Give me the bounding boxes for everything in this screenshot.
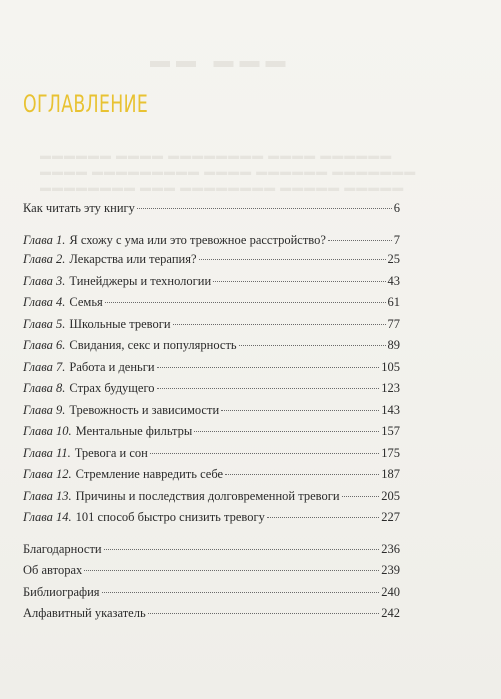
toc-entry-chapter-label: Глава 7. [23, 360, 66, 374]
toc-entry-title: Тревожность и зависимости [69, 403, 220, 417]
dot-leader [84, 570, 379, 571]
toc-entry-chapter-label: Глава 5. [23, 317, 66, 331]
toc-entry [23, 250, 400, 268]
toc-entry [23, 583, 400, 601]
toc-entry-title: Алфавитный указатель [23, 606, 146, 620]
toc-entry-chapter-label: Глава 6. [23, 338, 66, 352]
dot-leader [213, 281, 385, 282]
dot-leader [150, 453, 379, 454]
toc-entry-page: 89 [387, 338, 400, 352]
dot-leader [267, 517, 379, 518]
toc-entry-page: 236 [381, 542, 400, 556]
toc-entry-title: Лекарства или терапия? [69, 252, 197, 266]
toc-entry [23, 465, 400, 483]
toc-entry-title: Тревога и сон [74, 446, 148, 460]
dot-leader [199, 259, 386, 260]
toc-entry-page: 239 [381, 563, 400, 577]
toc-entry-page: 240 [381, 585, 400, 599]
toc-entry-title: Работа и деньги [69, 360, 155, 374]
toc-entry-title: Тинейджеры и технологии [69, 274, 212, 288]
show-through-decoration: ▬▬ ▬▬▬ [150, 50, 292, 72]
dot-leader [157, 388, 380, 389]
dot-leader [221, 410, 379, 411]
toc-entry [23, 604, 400, 622]
dot-leader [157, 367, 380, 368]
toc-entry [23, 315, 400, 333]
toc-heading: ОГЛАВЛЕНИЕ [23, 90, 149, 118]
show-through-decoration: ▬▬▬▬ ▬▬▬▬▬▬▬▬▬ ▬▬▬▬ ▬▬▬▬▬▬ ▬▬▬▬▬▬▬ [40, 166, 417, 178]
toc-entry-chapter-label: Глава 14. [23, 510, 72, 524]
toc-entry-chapter-label: Глава 9. [23, 403, 66, 417]
dot-leader [194, 431, 379, 432]
toc-entry-page: 187 [381, 467, 400, 481]
toc-entry [23, 508, 400, 526]
toc-entry-page: 43 [387, 274, 400, 288]
toc-entry-chapter-label: Глава 2. [23, 252, 66, 266]
toc-entry [23, 422, 400, 440]
toc-entry-title: Свидания, секс и популярность [69, 338, 237, 352]
toc-entry-page: 227 [381, 510, 400, 524]
toc-entry-chapter-label: Глава 1. [23, 233, 66, 247]
toc-entry-chapter-label: Глава 4. [23, 295, 66, 309]
toc-entry-page: 61 [387, 295, 400, 309]
toc-entry [23, 540, 400, 558]
dot-leader [342, 496, 380, 497]
toc-entry-page: 205 [381, 489, 400, 503]
toc-entry-title: Стремление навредить себе [75, 467, 224, 481]
toc-entry [23, 379, 400, 397]
toc-entry-page: 7 [393, 233, 400, 247]
toc-entry-page: 143 [381, 403, 400, 417]
toc-entry [23, 444, 400, 462]
dot-leader [239, 345, 386, 346]
toc-entry-title: Семья [69, 295, 103, 309]
toc-entry [23, 401, 400, 419]
dot-leader [148, 613, 380, 614]
toc-entry-chapter-label: Глава 8. [23, 381, 66, 395]
toc-entry-chapter-label: Глава 10. [23, 424, 72, 438]
toc-entry-title: Ментальные фильтры [75, 424, 193, 438]
toc-entry [23, 487, 400, 505]
toc-entry-title: Благодарности [23, 542, 102, 556]
toc-entry-title: Я схожу с ума или это тревожное расстройство? [69, 233, 326, 247]
toc-entry-title: 101 способ быстро снизить тревогу [75, 510, 265, 524]
toc-entry-page: 25 [387, 252, 400, 266]
toc-entry-chapter-label: Глава 13. [23, 489, 72, 503]
toc-entry-title: Библиография [23, 585, 100, 599]
toc-entry [23, 231, 400, 249]
toc-entry-title: Страх будущего [69, 381, 155, 395]
toc-entry [23, 336, 400, 354]
toc-entry [23, 561, 400, 579]
toc-entry-chapter-label: Глава 3. [23, 274, 66, 288]
toc-entry [23, 272, 400, 290]
toc-entry-title: Школьные тревоги [69, 317, 171, 331]
toc-entry-title: Как читать эту книгу [23, 201, 135, 215]
toc-entry-page: 157 [381, 424, 400, 438]
toc-entry-page: 6 [393, 201, 400, 215]
toc-entry-page: 123 [381, 381, 400, 395]
dot-leader [328, 240, 392, 241]
toc-entry-page: 105 [381, 360, 400, 374]
toc-entry [23, 199, 400, 217]
toc-entry-page: 242 [381, 606, 400, 620]
dot-leader [225, 474, 379, 475]
toc-entry-title: Об авторах [23, 563, 83, 577]
show-through-decoration: ▬▬▬▬▬▬▬▬ ▬▬▬ ▬▬▬▬▬▬▬▬ ▬▬▬▬▬ ▬▬▬▬▬ [40, 182, 405, 194]
toc-entry-page: 175 [381, 446, 400, 460]
dot-leader [105, 302, 386, 303]
toc-entry [23, 293, 400, 311]
toc-entry-chapter-label: Глава 11. [23, 446, 71, 460]
toc-entry [23, 358, 400, 376]
toc-entry-page: 77 [387, 317, 400, 331]
show-through-decoration: ▬▬▬▬▬▬ ▬▬▬▬ ▬▬▬▬▬▬▬▬ ▬▬▬▬ ▬▬▬▬▬▬ [40, 150, 393, 162]
dot-leader [102, 592, 380, 593]
dot-leader [137, 208, 392, 209]
dot-leader [173, 324, 386, 325]
dot-leader [104, 549, 380, 550]
toc-entry-chapter-label: Глава 12. [23, 467, 72, 481]
toc-entry-title: Причины и последствия долговременной тревоги [75, 489, 340, 503]
